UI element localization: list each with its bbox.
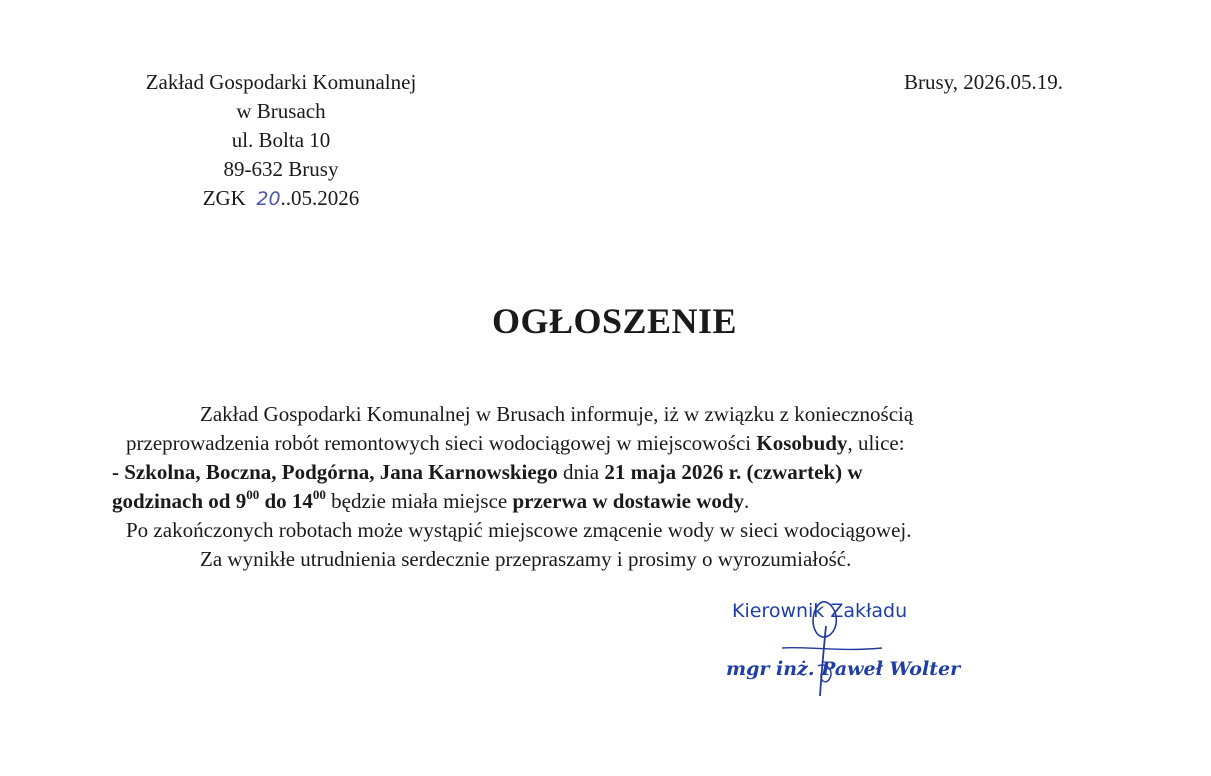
hours-to-minutes: 00 <box>312 487 326 502</box>
place-and-date: Brusy, 2026.05.19. <box>903 70 1063 94</box>
sender-address-block <box>118 68 444 214</box>
body-line-2-text: przeprowadzenia robót remontowych sieci wodociągowej w miejscowości <box>126 431 757 455</box>
reference-day-handwritten: 20 <box>256 188 281 210</box>
announcement-body <box>112 400 1072 574</box>
signature-name: mgr inż. Paweł Wolter <box>726 658 961 680</box>
sender-name: Zakład Gospodarki Komunalnej <box>145 70 417 94</box>
sender-street: ul. Bolta 10 <box>231 128 331 152</box>
outage-hours <box>112 489 326 513</box>
body-line-4 <box>112 487 1072 516</box>
body-paragraph-3: Za wynikłe utrudnienia serdecznie przepraszamy i prosimy o wyrozumiałość. <box>200 547 852 571</box>
reference-prefix: ZGK <box>202 186 246 210</box>
body-line-2 <box>112 429 1072 458</box>
signature-stamp <box>722 596 962 706</box>
body-line-3-mid: dnia <box>557 460 605 484</box>
body-paragraph-2: Po zakończonych robotach może wystąpić miejscowe zmącenie wody w sieci wodociągowej. <box>126 518 912 542</box>
document-title: OGŁOSZENIE <box>491 301 738 341</box>
signature-title: Kierownik Zakładu <box>732 600 908 622</box>
body-line-2-end: , ulice: <box>847 431 905 455</box>
hours-from: godzinach od 9 <box>112 489 247 513</box>
sender-postal-code: 89-632 Brusy <box>223 157 339 181</box>
body-line-3 <box>112 458 1072 487</box>
body-line-4-mid: będzie miała miejsce <box>325 489 513 513</box>
body-line-1: Zakład Gospodarki Komunalnej w Brusach informuje, iż w związku z koniecznością <box>200 402 914 426</box>
reference-number <box>118 184 444 214</box>
handwritten-signature-scribble <box>722 596 962 706</box>
sender-city-line: w Brusach <box>236 99 326 123</box>
reference-suffix: ..05.2026 <box>280 186 360 210</box>
hours-to: do 14 <box>259 489 313 513</box>
hours-from-minutes: 00 <box>246 487 260 502</box>
street-list: - Szkolna, Boczna, Podgórna, Jana Karnowskiego <box>112 460 558 484</box>
village-name: Kosobudy <box>756 431 848 455</box>
outage-notice: przerwa w dostawie wody <box>512 489 745 513</box>
outage-date: 21 maja 2026 r. (czwartek) w <box>604 460 863 484</box>
body-line-4-end: . <box>744 489 750 513</box>
